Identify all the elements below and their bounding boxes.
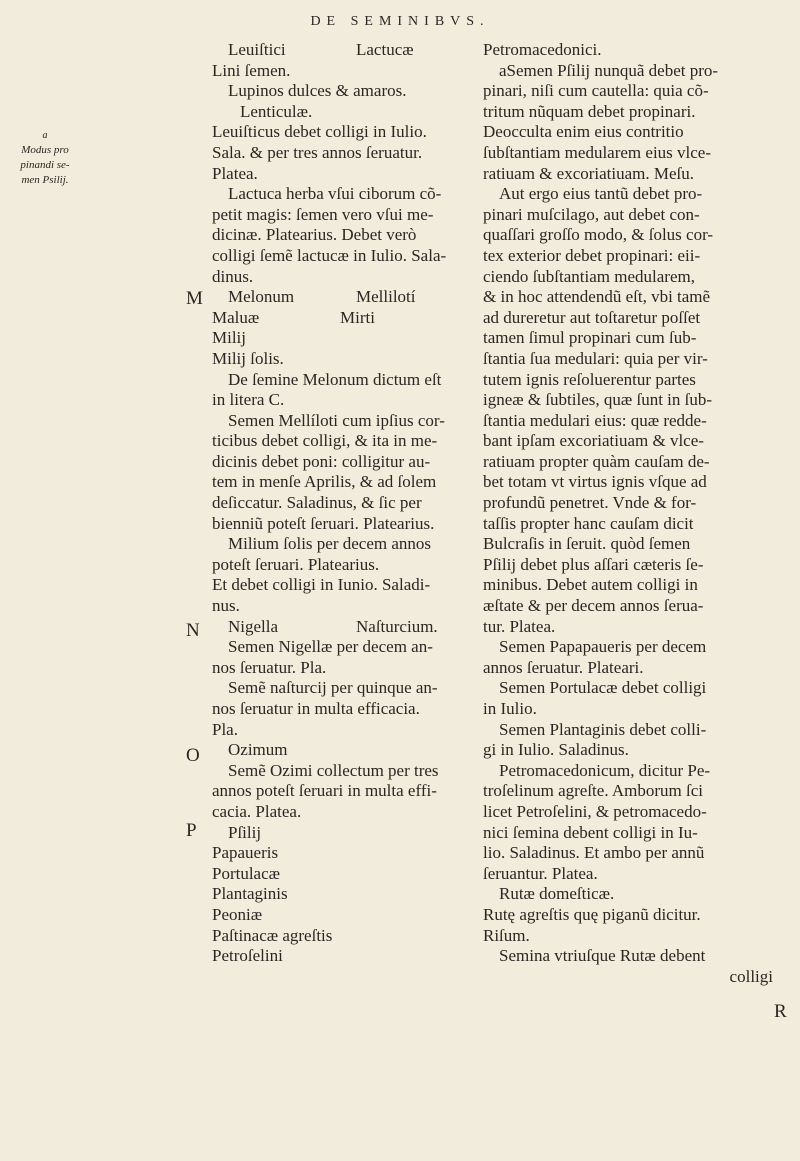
text-line: ſubſtantiam medularem eius vlce- bbox=[483, 142, 712, 162]
text-line: bienniũ poteſt ſeruari. Platearius. bbox=[212, 513, 435, 533]
text-line: bant ipſam excoriatiuam & vlce- bbox=[483, 431, 704, 451]
text-line: Semen Portulacæ debet colligi bbox=[499, 678, 707, 698]
text-line: Petromacedonici. bbox=[483, 40, 602, 59]
text-line: Et debet colligi in Iunio. Saladi- bbox=[212, 575, 431, 595]
left-column bbox=[212, 40, 474, 967]
text-line: Semen Nigellæ per decem an- bbox=[228, 637, 433, 657]
text-line: ticibus debet colligi, & ita in me- bbox=[212, 431, 438, 451]
text-line: poteſt ſeruari. Platearius. bbox=[212, 554, 380, 574]
text-line: quaſſari groſſo modo, & ſolus cor- bbox=[483, 225, 714, 245]
text-line: Petromacedonicum, dicitur Pe- bbox=[499, 760, 711, 780]
text-line bbox=[212, 617, 474, 638]
text-line: minibus. Debet autem colligi in bbox=[483, 575, 698, 595]
term: Naſturcium. bbox=[356, 616, 438, 636]
text-line: dicinæ. Platearius. Debet verò bbox=[212, 225, 417, 245]
text-line: Rutę agreſtis quę piganũ dicitur. bbox=[483, 904, 701, 924]
margin-note-line: men Psilij. bbox=[21, 174, 69, 186]
text-line: ciendo ſubſtantiam medularem, bbox=[483, 266, 695, 286]
term: Nigella bbox=[228, 616, 279, 636]
text-line: Sala. & per tres annos ſeruatur. bbox=[212, 142, 423, 162]
term: Lactucæ bbox=[356, 40, 414, 59]
text-line: tur. Platea. bbox=[483, 616, 556, 636]
term: Mellilotí bbox=[356, 287, 416, 307]
text-line: tex exterior debet propinari: eii- bbox=[483, 245, 701, 265]
margin-note-line: Modus pro bbox=[21, 144, 69, 156]
section-letter-r: R bbox=[774, 1001, 787, 1022]
text-line: annos ſeruatur. Plateari. bbox=[483, 657, 644, 677]
text-line: ſtantia ſua medulari: quia per vir- bbox=[483, 348, 708, 368]
text-line: nus. bbox=[212, 596, 240, 616]
text-line: Milium ſolis per decem annos bbox=[228, 534, 432, 554]
text-line: Ozimum bbox=[228, 740, 288, 760]
text-line: tem in menſe Aprilis, & ad ſolem bbox=[212, 472, 437, 492]
text-line: Paſtinacæ agreſtis bbox=[212, 925, 333, 945]
text-line: nici ſemina debent colligi in Iu- bbox=[483, 822, 698, 842]
text-line: Peoniæ bbox=[212, 904, 263, 924]
text-line: igneæ & ſubtiles, quæ ſunt in ſub- bbox=[483, 390, 713, 410]
text-line: tamen ſimul propinari cum ſub- bbox=[483, 328, 697, 348]
text-line: Pſilij debet plus aſſari cæteris ſe- bbox=[483, 554, 704, 574]
text-line: Deocculta enim eius contritio bbox=[483, 122, 684, 142]
term: Leuiſtici bbox=[228, 40, 286, 59]
text-line: ſeruantur. Platea. bbox=[483, 863, 598, 883]
section-letter-p: P bbox=[186, 820, 197, 841]
text-line: Pla. bbox=[212, 719, 238, 739]
text-line: æſtate & per decem annos ſerua- bbox=[483, 596, 704, 616]
text-line: in Iulio. bbox=[483, 699, 537, 718]
text-line: Lini ſemen. bbox=[212, 60, 291, 80]
text-line: Rutæ domeſticæ. bbox=[499, 884, 615, 904]
text-line: Semẽ naſturcij per quinque an- bbox=[228, 678, 438, 698]
text-line: colligi ſemẽ lactucæ in Iulio. Sala- bbox=[212, 245, 447, 265]
text-line: colligi bbox=[729, 966, 773, 986]
text-line: ſtantia medulari eius: quæ redde- bbox=[483, 410, 707, 430]
text-line: De ſemine Melonum dictum eſt bbox=[228, 369, 442, 389]
text-line: ad dureretur aut toſtaretur poſſet bbox=[483, 307, 701, 327]
text-line: Lupinos dulces & amaros. bbox=[228, 81, 407, 101]
text-line: Milij ſolis. bbox=[212, 348, 284, 368]
text-line: Petroſelini bbox=[212, 946, 283, 966]
text-line: licet Petroſelini, & petromacedo- bbox=[483, 801, 707, 821]
text-line: aSemen Pſilij nunquã debet pro- bbox=[499, 60, 719, 80]
text-line: Portulacæ bbox=[212, 863, 280, 883]
text-line: Semen Mellíloti cum ipſius cor- bbox=[228, 410, 445, 430]
text-line: tritum nũquam debet propinari. bbox=[483, 101, 696, 121]
text-line: annos poteſt ſeruari in multa effi- bbox=[212, 781, 437, 801]
text-line bbox=[212, 308, 474, 329]
text-line: dicinis debet poni: colligitur au- bbox=[212, 451, 431, 471]
text-line: nos ſeruatur. Pla. bbox=[212, 657, 327, 677]
text-line: cacia. Platea. bbox=[212, 801, 302, 821]
text-line: ratiuam propter quàm cauſam de- bbox=[483, 451, 710, 471]
text-line: in litera C. bbox=[212, 390, 285, 410]
text-line: tutem ignis reſoluerentur partes bbox=[483, 369, 696, 389]
text-line: profundũ penetret. Vnde & for- bbox=[483, 493, 697, 513]
text-line: & in hoc attendendũ eſt, vbi tamẽ bbox=[483, 287, 711, 307]
text-line: pinari muſcilago, aut debet con- bbox=[483, 204, 700, 224]
text-line: Aut ergo eius tantũ debet pro- bbox=[499, 184, 703, 204]
text-line: Platea. bbox=[212, 163, 258, 183]
term: Mirti bbox=[340, 307, 375, 327]
text-line: gi in Iulio. Saladinus. bbox=[483, 740, 629, 760]
text-line: nos ſeruatur in multa efficacia. bbox=[212, 699, 420, 718]
text-line: Semen Plantaginis debet colli- bbox=[499, 719, 707, 739]
running-head: DE SEMINIBVS. bbox=[310, 14, 490, 29]
text-line: Riſum. bbox=[483, 925, 530, 945]
text-line: Semen Papapaueris per decem bbox=[499, 637, 707, 657]
section-letter-n: N bbox=[186, 620, 200, 641]
text-line: bet totam vt virtus ignis vſque ad bbox=[483, 472, 707, 492]
text-line bbox=[212, 287, 474, 308]
section-letter-m: M bbox=[186, 288, 203, 309]
text-line: Semẽ Ozimi collectum per tres bbox=[228, 760, 439, 780]
margin-note-line: pinandi se- bbox=[20, 159, 70, 171]
text-line: taſſis propter hanc cauſam dicit bbox=[483, 513, 694, 533]
text-line: Milij bbox=[212, 328, 247, 348]
text-line: lio. Saladinus. Et ambo per annũ bbox=[483, 843, 705, 863]
text-line: Papaueris bbox=[212, 843, 279, 863]
text-line: Lactuca herba vſui ciborum cõ- bbox=[228, 184, 442, 204]
text-line: Leuiſticus debet colligi in Iulio. bbox=[212, 122, 427, 142]
text-line: Pſilij bbox=[228, 822, 262, 842]
text-line: Semina vtriuſque Rutæ debent bbox=[499, 946, 706, 966]
text-line: Bulcraſis in ſeruit. quòd ſemen bbox=[483, 534, 691, 554]
text-line: petit magis: ſemen vero vſui me- bbox=[212, 204, 434, 224]
text-line: Lenticulæ. bbox=[240, 101, 313, 121]
margin-note bbox=[10, 128, 80, 188]
term: Melonum bbox=[228, 287, 295, 307]
section-letter-o: O bbox=[186, 745, 200, 766]
text-line: dinus. bbox=[212, 266, 254, 286]
text-line: Plantaginis bbox=[212, 884, 288, 904]
text-line: ratiuam & excoriatiuam. Meſu. bbox=[483, 163, 695, 183]
margin-note-symbol: a bbox=[42, 130, 48, 141]
text-line bbox=[212, 40, 474, 61]
text-line: troſelinum agreſte. Amborum ſci bbox=[483, 781, 704, 801]
text-line: deſiccatur. Saladinus, & ſic per bbox=[212, 493, 422, 513]
term: Maluæ bbox=[212, 307, 260, 327]
text-line: pinari, niſi cum cautella: quia cõ- bbox=[483, 81, 709, 101]
right-column bbox=[483, 40, 773, 987]
